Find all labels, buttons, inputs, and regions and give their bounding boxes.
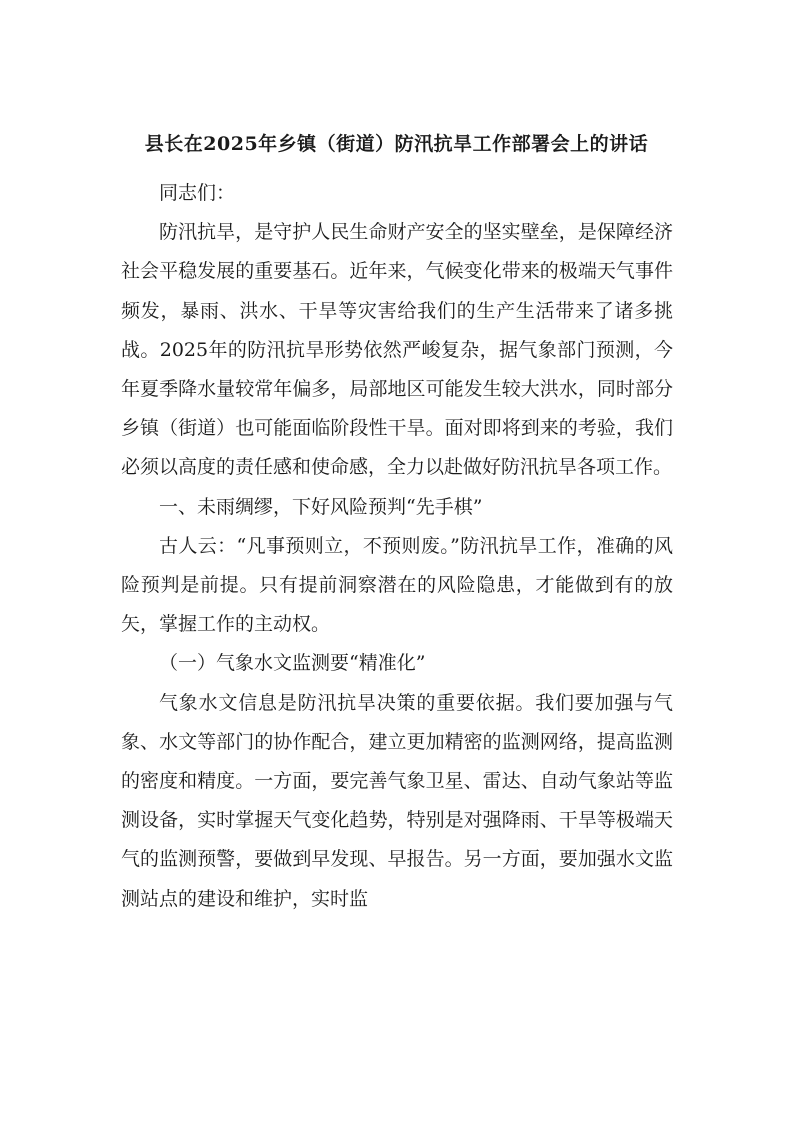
document-body	[121, 174, 673, 919]
document-title: 县长在2025年乡镇（街道）防汛抗旱工作部署会上的讲话	[144, 133, 649, 155]
section-heading-1: 一、未雨绸缪，下好风险预判“先手棋”	[159, 495, 483, 518]
subsection-heading-1: （一）气象水文监测要“精准化”	[159, 652, 426, 675]
subsection-1-paragraph: 气象水文信息是防汛抗旱决策的重要依据。我们要加强与气象、水文等部门的协作配合，建立更加精密的监测网络，提高监测的密度和精度。一方面，要完善气象卫星、雷达、自动气象站等监测设备，实时掌握天气变化趋势，特别是对强降雨、干旱等极端天气的监测预警，要做到早发现、早报告。另一方面，要加强水文监测站点的建设和维护，实时监	[121, 691, 673, 910]
intro-paragraph: 防汛抗旱，是守护人民生命财产安全的坚实壁垒，是保障经济社会平稳发展的重要基石。近年来，气候变化带来的极端天气事件频发，暴雨、洪水、干旱等灾害给我们的生产生活带来了诸多挑战。2025年的防汛抗旱形势依然严峻复杂，据气象部门预测，今年夏季降水量较常年偏多，局部地区可能发生较大洪水，同时部分乡镇（街道）也可能面临阶段性干旱。面对即将到来的考验，我们必须以高度的责任感和使命感，全力以赴做好防汛抗旱各项工作。	[121, 221, 673, 479]
salutation-paragraph: 同志们：	[159, 182, 236, 204]
section-1-paragraph: 古人云：“凡事预则立，不预则废。”防汛抗旱工作，准确的风险预判是前提。只有提前洞察潜在的风险隐患，才能做到有的放矢，掌握工作的主动权。	[121, 534, 673, 636]
